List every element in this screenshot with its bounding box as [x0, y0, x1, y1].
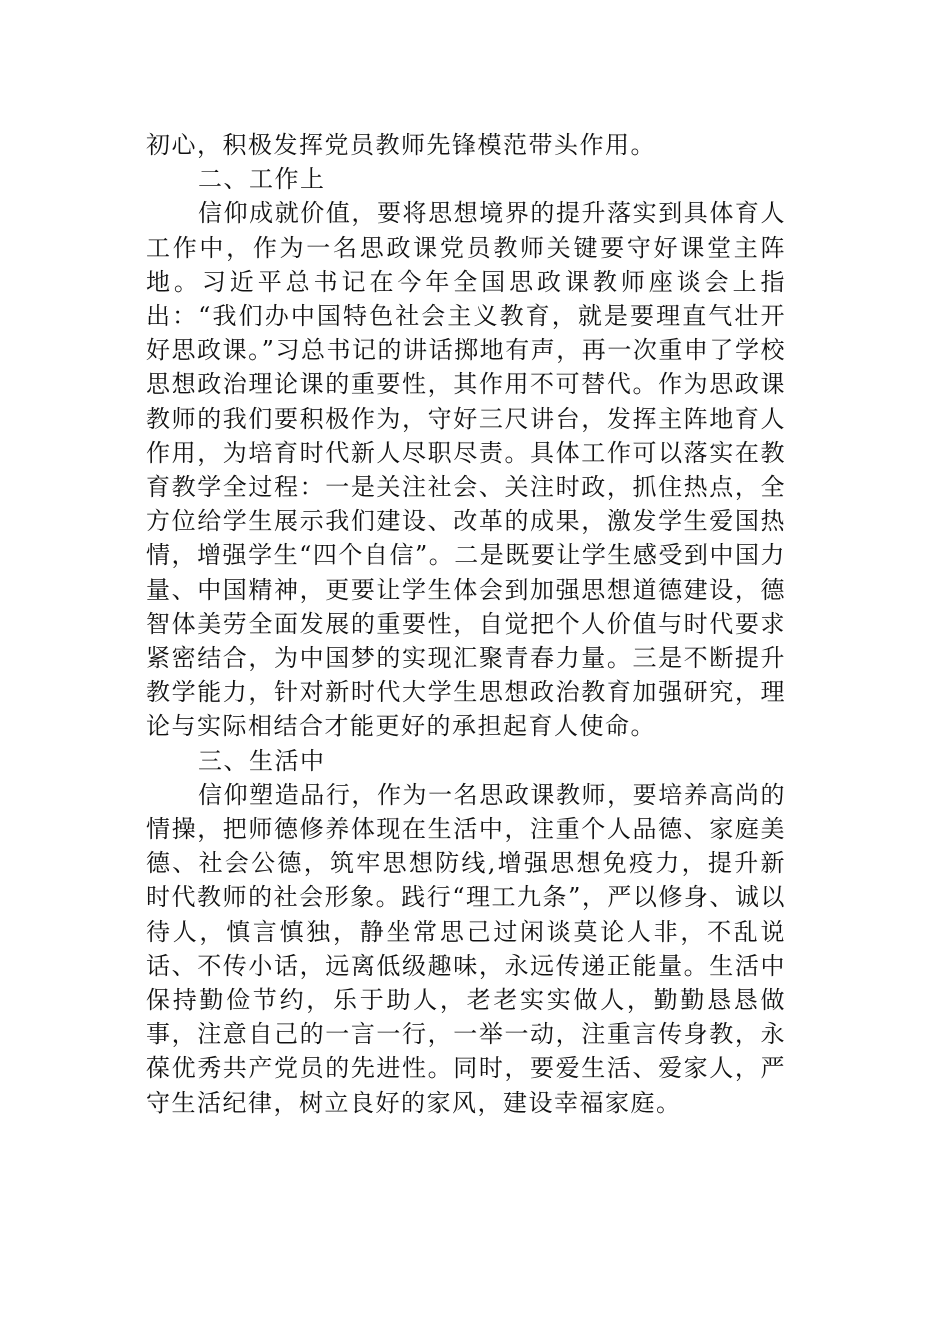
section-heading-work: 二、工作上: [198, 165, 326, 194]
life-paragraph: 信仰塑造品行，作为一名思政课教师，要培养高尚的情操，把师德修养体现在生活中，注重个人品德、家庭美德、社会公德，筑牢思想防线,增强思想免疫力，提升新时代教师的社会形象。践行“理工九条”，严以修身、诚以待人，慎言慎独，静坐常思己过闲谈莫论人非，不乱说话、不传小话，远离低级趣味，永远传递正能量。生活中保持勤俭节约，乐于助人，老老实实做人，勤勤恳恳做事，注意自己的一言一行，一举一动，注重言传身教，永葆优秀共产党员的先进性。同时，要爱生活、爱家人，严守生活纪律，树立良好的家风，建设幸福家庭。: [146, 780, 786, 1117]
section-heading-life: 三、生活中: [198, 746, 326, 775]
work-paragraph: 信仰成就价值，要将思想境界的提升落实到具体育人工作中，作为一名思政课党员教师关键要守好课堂主阵地。习近平总书记在今年全国思政课教师座谈会上指出：“我们办中国特色社会主义教育，就是要理直气壮开好思政课。”习总书记的讲话掷地有声，再一次重申了学校思想政治理论课的重要性，其作用不可替代。作为思政课教师的我们要积极作为，守好三尺讲台，发挥主阵地育人作用，为培育时代新人尽职尽责。具体工作可以落实在教育教学全过程：一是关注社会、关注时政，抓住热点，全方位给学生展示我们建设、改革的成果，激发学生爱国热情，增强学生“四个自信”。二是既要让学生感受到中国力量、中国精神，更要让学生体会到加强思想道德建设，德智体美劳全面发展的重要性，自觉把个人价值与时代要求紧密结合，为中国梦的实现汇聚青春力量。三是不断提升教学能力，针对新时代大学生思想政治教育加强研究，理论与实际相结合才能更好的承担起育人使命。: [146, 199, 786, 741]
document-body: [146, 128, 786, 1120]
continuation-paragraph: 初心，积极发挥党员教师先锋模范带头作用。: [146, 131, 656, 159]
